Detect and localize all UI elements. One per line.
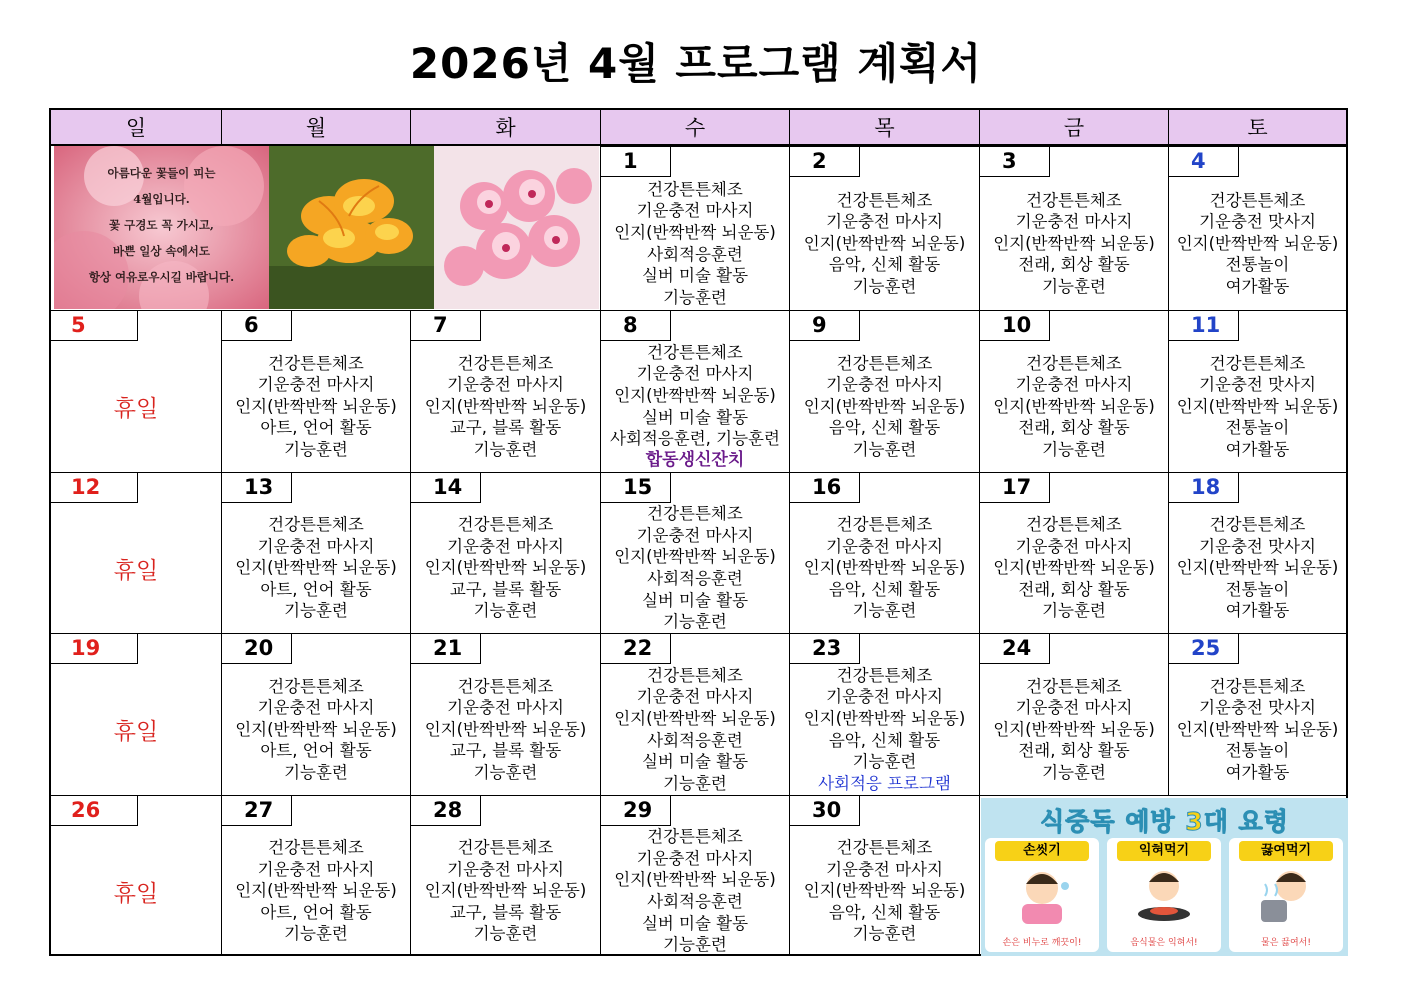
activity-item: 건강튼튼체조 <box>836 190 933 210</box>
activity-item: 기운충전 마사지 <box>1015 375 1133 395</box>
activity-item: 기운충전 마사지 <box>257 859 375 879</box>
activity-item: 건강튼튼체조 <box>1026 353 1122 373</box>
yellow-azalea-icon <box>269 146 434 309</box>
activity-item: 기능훈련 <box>473 601 538 621</box>
activity-item: 인지(반짝반짝 뇌운동) <box>993 719 1155 739</box>
activity-item: 사회적응훈련, 기능훈련 <box>610 429 780 449</box>
day-number: 7 <box>411 311 481 341</box>
activity-item: 실버 미술 활동 <box>641 752 749 772</box>
activity-item: 기능훈련 <box>284 762 348 782</box>
activity-item: 건강튼튼체조 <box>836 515 933 535</box>
activity-item: 인지(반짝반짝 뇌운동) <box>235 881 397 901</box>
poster-title-number: 3 <box>1185 807 1204 836</box>
day-cell <box>789 146 979 310</box>
activity-item: 건강튼튼체조 <box>268 838 364 858</box>
activity-item: 실버 미술 활동 <box>641 266 749 286</box>
day-cell <box>410 472 600 633</box>
day-number: 15 <box>601 473 671 503</box>
day-number: 8 <box>601 311 671 341</box>
banner-line: 아름다운 꽃들이 피는 <box>107 166 216 180</box>
day-cell <box>789 633 979 795</box>
day-number: 13 <box>222 473 292 503</box>
activity-item: 기능훈련 <box>852 276 917 296</box>
activity-item: 음악, 신체 활동 <box>828 579 941 599</box>
activity-item: 건강튼튼체조 <box>268 676 364 696</box>
activity-item: 아트, 언어 활동 <box>260 418 372 438</box>
activity-item: 교구, 블록 활동 <box>449 418 562 438</box>
activity-list <box>790 177 979 310</box>
day-number: 14 <box>411 473 481 503</box>
activity-list <box>601 147 789 310</box>
azalea-photo <box>269 146 434 309</box>
day-number: 21 <box>411 634 481 664</box>
activity-item: 사회적응훈련 <box>647 244 743 264</box>
activity-item: 인지(반짝반짝 뇌운동) <box>614 870 776 890</box>
banner-line: 꽃 구경도 꼭 가시고, <box>109 218 214 232</box>
holiday-label: 휴일 <box>113 880 159 907</box>
day-cell <box>1168 472 1346 633</box>
activity-item: 건강튼튼체조 <box>1026 190 1122 210</box>
day-number: 24 <box>980 634 1050 664</box>
activity-item: 인지(반짝반짝 뇌운동) <box>1176 558 1339 578</box>
activity-item: 기운충전 마사지 <box>257 698 375 718</box>
activity-item: 인지(반짝반짝 뇌운동) <box>235 719 397 739</box>
activity-item: 인지(반짝반짝 뇌운동) <box>424 558 587 578</box>
special-event: 사회적응 프로그램 <box>818 773 951 793</box>
activity-item: 기운충전 맛사지 <box>1199 375 1316 395</box>
weekday-fri: 금 <box>979 110 1168 144</box>
day-cell <box>789 795 979 956</box>
day-cell <box>979 310 1168 472</box>
activity-item: 건강튼튼체조 <box>457 515 554 535</box>
activity-item: 기능훈련 <box>663 935 727 955</box>
activity-item: 인지(반짝반짝 뇌운동) <box>993 233 1155 253</box>
activity-item: 사회적응훈련 <box>647 569 743 588</box>
day-cell <box>789 472 979 633</box>
day-cell <box>51 472 221 633</box>
activity-list <box>411 341 600 472</box>
activity-list <box>222 503 410 633</box>
day-cell <box>221 633 410 795</box>
activity-item: 건강튼튼체조 <box>1026 515 1122 535</box>
activity-item: 인지(반짝반짝 뇌운동) <box>993 558 1155 578</box>
activity-item: 음악, 신체 활동 <box>828 418 941 438</box>
activity-item: 건강튼튼체조 <box>836 838 933 858</box>
day-cell <box>789 310 979 472</box>
activity-item: 기운충전 마사지 <box>826 212 943 232</box>
day-cell <box>221 472 410 633</box>
activity-item: 실버 미술 활동 <box>641 913 749 933</box>
activity-item: 건강튼튼체조 <box>1209 353 1306 373</box>
cherry-blossom-icon <box>434 146 599 309</box>
activity-item: 전래, 회상 활동 <box>1018 418 1130 438</box>
holiday-label: 휴일 <box>113 396 159 422</box>
day-cell <box>1168 146 1346 310</box>
activity-item: 전통놀이 <box>1225 255 1290 275</box>
spring-banner <box>51 146 599 309</box>
weekday-sat: 토 <box>1168 110 1346 144</box>
activity-item: 인지(반짝반짝 뇌운동) <box>235 558 397 578</box>
activity-item: 기능훈련 <box>852 439 917 459</box>
weekday-header <box>51 110 1346 144</box>
activity-list <box>1169 664 1346 795</box>
day-number: 22 <box>601 634 671 664</box>
day-cell <box>979 633 1168 795</box>
day-cell <box>600 146 789 310</box>
activity-item: 아트, 언어 활동 <box>260 741 372 761</box>
activity-item: 인지(반짝반짝 뇌운동) <box>424 396 587 416</box>
poster-label: 손씻기 <box>995 841 1089 861</box>
poster-caption: 물은 끓여서! <box>1261 938 1311 948</box>
activity-item: 음악, 신체 활동 <box>828 902 941 922</box>
day-number: 1 <box>601 147 671 177</box>
day-cell <box>600 310 789 472</box>
activity-list <box>601 634 789 795</box>
activity-list <box>980 341 1168 472</box>
activity-item: 기운충전 마사지 <box>257 536 375 556</box>
activity-item: 기운충전 맛사지 <box>1199 698 1316 718</box>
activity-list <box>980 503 1168 633</box>
activity-list <box>1169 177 1346 310</box>
activity-item: 건강튼튼체조 <box>836 665 933 685</box>
activity-item: 인지(반짝반짝 뇌운동) <box>424 719 587 739</box>
activity-list <box>790 634 979 795</box>
activity-list <box>790 503 979 633</box>
day-number: 29 <box>601 796 671 826</box>
activity-list <box>601 473 789 633</box>
activity-item: 전래, 회상 활동 <box>1018 579 1130 599</box>
activity-item: 음악, 신체 활동 <box>828 255 941 275</box>
activity-item: 전래, 회상 활동 <box>1018 255 1130 275</box>
day-number: 27 <box>222 796 292 826</box>
day-number: 4 <box>1169 147 1239 177</box>
day-cell <box>410 633 600 795</box>
activity-item: 기운충전 마사지 <box>447 536 564 556</box>
poster-title: 식중독 예방 <box>1040 807 1186 836</box>
activity-item: 기운충전 마사지 <box>636 687 754 707</box>
activity-item: 기능훈련 <box>852 924 917 944</box>
activity-item: 여가활동 <box>1225 601 1290 621</box>
day-cell <box>410 310 600 472</box>
activity-item: 음악, 신체 활동 <box>828 730 941 750</box>
activity-item: 인지(반짝반짝 뇌운동) <box>614 222 776 242</box>
activity-item: 기운충전 마사지 <box>636 525 754 545</box>
day-number: 28 <box>411 796 481 826</box>
activity-item: 실버 미술 활동 <box>641 407 749 427</box>
holiday-label: 휴일 <box>113 719 159 745</box>
activity-item: 기운충전 마사지 <box>636 364 754 384</box>
weekday-mon: 월 <box>221 110 410 144</box>
activity-list <box>790 826 979 956</box>
banner-line: 4월입니다. <box>133 192 190 206</box>
activity-item: 기능훈련 <box>663 612 727 632</box>
day-number: 18 <box>1169 473 1239 503</box>
day-number: 23 <box>790 634 860 664</box>
holiday-label: 휴일 <box>113 557 159 584</box>
activity-item: 기능훈련 <box>473 762 538 782</box>
day-number: 17 <box>980 473 1050 503</box>
activity-list <box>601 311 789 472</box>
activity-item: 기운충전 마사지 <box>826 536 943 556</box>
calendar-grid <box>49 108 1348 956</box>
activity-item: 아트, 언어 활동 <box>260 902 372 922</box>
day-number: 30 <box>790 796 860 826</box>
activity-item: 전래, 회상 활동 <box>1018 741 1130 761</box>
day-cell <box>600 633 789 795</box>
day-cell <box>51 633 221 795</box>
activity-item: 기운충전 마사지 <box>447 859 564 879</box>
day-number: 19 <box>51 634 138 664</box>
activity-item: 기운충전 마사지 <box>636 201 754 221</box>
activity-item: 건강튼튼체조 <box>457 838 554 858</box>
activity-list <box>980 664 1168 795</box>
activity-list <box>222 341 410 472</box>
activity-item: 여가활동 <box>1225 762 1290 782</box>
activity-item: 기운충전 마사지 <box>826 375 943 395</box>
activity-item: 사회적응훈련 <box>647 892 743 911</box>
weekday-wed: 수 <box>600 110 789 144</box>
activity-item: 기운충전 마사지 <box>1015 536 1133 556</box>
activity-item: 기능훈련 <box>852 752 917 772</box>
activity-item: 인지(반짝반짝 뇌운동) <box>1176 396 1339 416</box>
activity-item: 건강튼튼체조 <box>647 504 743 524</box>
day-number: 12 <box>51 473 138 503</box>
activity-item: 기운충전 마사지 <box>257 375 375 395</box>
activity-item: 기능훈련 <box>852 601 917 621</box>
activity-item: 기능훈련 <box>663 773 727 793</box>
day-cell <box>600 472 789 633</box>
activity-item: 기능훈련 <box>284 924 348 944</box>
day-number: 26 <box>51 796 138 826</box>
activity-item: 건강튼튼체조 <box>457 676 554 696</box>
activity-item: 기운충전 맛사지 <box>1199 212 1316 232</box>
activity-item: 기운충전 마사지 <box>826 859 943 879</box>
activity-item: 기운충전 마사지 <box>1015 212 1133 232</box>
special-event: 합동생신잔치 <box>645 449 745 470</box>
banner-line: 바쁜 일상 속에서도 <box>113 244 210 258</box>
weekday-sun: 일 <box>125 116 147 140</box>
activity-item: 기능훈련 <box>473 924 538 944</box>
activity-item: 여가활동 <box>1225 439 1290 459</box>
day-cell <box>221 310 410 472</box>
activity-item: 기능훈련 <box>1042 276 1106 296</box>
activity-item: 교구, 블록 활동 <box>449 579 562 599</box>
activity-item: 건강튼튼체조 <box>1209 515 1306 535</box>
day-number: 20 <box>222 634 292 664</box>
activity-item: 인지(반짝반짝 뇌운동) <box>803 708 966 728</box>
activity-item: 건강튼튼체조 <box>647 179 743 199</box>
day-number: 6 <box>222 311 292 341</box>
activity-item: 인지(반짝반짝 뇌운동) <box>1176 233 1339 253</box>
activity-item: 인지(반짝반짝 뇌운동) <box>614 547 776 567</box>
weekday-thu: 목 <box>789 110 979 144</box>
activity-item: 사회적응훈련 <box>647 730 743 750</box>
day-number: 25 <box>1169 634 1239 664</box>
activity-item: 건강튼튼체조 <box>836 353 933 373</box>
activity-item: 기운충전 맛사지 <box>1199 536 1316 556</box>
activity-list <box>980 177 1168 310</box>
activity-item: 건강튼튼체조 <box>1026 676 1122 696</box>
activity-list <box>411 503 600 633</box>
day-number: 9 <box>790 311 860 341</box>
activity-item: 인지(반짝반짝 뇌운동) <box>803 396 966 416</box>
activity-list <box>1169 503 1346 633</box>
banner-message-image <box>54 146 269 309</box>
activity-item: 여가활동 <box>1225 276 1290 296</box>
day-cell <box>979 146 1168 310</box>
weekday-tue: 화 <box>410 110 600 144</box>
activity-item: 인지(반짝반짝 뇌운동) <box>803 881 966 901</box>
poster-label: 끓여먹기 <box>1239 841 1333 861</box>
day-number: 5 <box>51 311 138 341</box>
day-cell <box>1168 310 1346 472</box>
activity-item: 건강튼튼체조 <box>647 827 743 847</box>
activity-item: 교구, 블록 활동 <box>449 741 562 761</box>
activity-list <box>411 664 600 795</box>
poster-frame <box>979 795 1346 954</box>
day-cell <box>979 472 1168 633</box>
activity-item: 기능훈련 <box>284 439 348 459</box>
activity-list <box>1169 341 1346 472</box>
activity-item: 기능훈련 <box>1042 762 1106 782</box>
activity-item: 기능훈련 <box>1042 601 1106 621</box>
poster-caption: 음식물은 익혀서! <box>1130 938 1198 948</box>
activity-list <box>222 826 410 956</box>
activity-item: 기능훈련 <box>473 439 538 459</box>
activity-item: 인지(반짝반짝 뇌운동) <box>424 881 587 901</box>
day-number: 2 <box>790 147 860 177</box>
activity-item: 실버 미술 활동 <box>641 590 749 610</box>
activity-item: 전통놀이 <box>1225 418 1290 438</box>
activity-item: 건강튼튼체조 <box>268 353 364 373</box>
activity-item: 기능훈련 <box>284 601 348 621</box>
activity-item: 건강튼튼체조 <box>1209 190 1306 210</box>
activity-item: 인지(반짝반짝 뇌운동) <box>993 396 1155 416</box>
day-number: 3 <box>980 147 1050 177</box>
day-cell <box>221 795 410 956</box>
activity-item: 인지(반짝반짝 뇌운동) <box>803 233 966 253</box>
poster-caption: 손은 비누로 깨끗이! <box>1002 938 1082 948</box>
activity-item: 기운충전 마사지 <box>636 848 754 868</box>
page-title: 2026년 4월 프로그램 계획서 <box>409 39 983 88</box>
activity-item: 건강튼튼체조 <box>647 665 743 685</box>
activity-item: 기운충전 마사지 <box>447 698 564 718</box>
activity-item: 건강튼튼체조 <box>1209 676 1306 696</box>
day-number: 11 <box>1169 311 1239 341</box>
activity-item: 교구, 블록 활동 <box>449 902 562 922</box>
activity-list <box>790 341 979 472</box>
day-cell <box>51 310 221 472</box>
day-cell <box>600 795 789 956</box>
activity-item: 인지(반짝반짝 뇌운동) <box>235 396 397 416</box>
activity-item: 인지(반짝반짝 뇌운동) <box>614 385 776 405</box>
activity-list <box>601 796 789 956</box>
poster-label: 익혀먹기 <box>1117 841 1211 861</box>
day-number: 10 <box>980 311 1050 341</box>
activity-item: 기운충전 마사지 <box>1015 698 1133 718</box>
poster-title-suffix: 대 요령 <box>1203 807 1289 836</box>
day-number: 16 <box>790 473 860 503</box>
day-cell <box>51 795 221 956</box>
activity-item: 인지(반짝반짝 뇌운동) <box>614 708 776 728</box>
activity-item: 전통놀이 <box>1225 741 1290 761</box>
activity-item: 기능훈련 <box>663 287 727 307</box>
activity-item: 인지(반짝반짝 뇌운동) <box>1176 719 1339 739</box>
activity-item: 아트, 언어 활동 <box>260 579 372 599</box>
activity-list <box>222 664 410 795</box>
activity-item: 기운충전 마사지 <box>826 687 943 707</box>
cherry-blossom-photo <box>434 146 599 309</box>
day-cell <box>1168 633 1346 795</box>
activity-item: 건강튼튼체조 <box>647 342 743 362</box>
banner-line: 항상 여유로우시길 바랍니다. <box>88 270 235 284</box>
activity-item: 건강튼튼체조 <box>268 515 364 535</box>
activity-item: 인지(반짝반짝 뇌운동) <box>803 558 966 578</box>
day-cell <box>410 795 600 956</box>
activity-item: 건강튼튼체조 <box>457 353 554 373</box>
activity-item: 기운충전 마사지 <box>447 375 564 395</box>
activity-item: 기능훈련 <box>1042 439 1106 459</box>
activity-list <box>411 826 600 956</box>
activity-item: 전통놀이 <box>1225 579 1290 599</box>
